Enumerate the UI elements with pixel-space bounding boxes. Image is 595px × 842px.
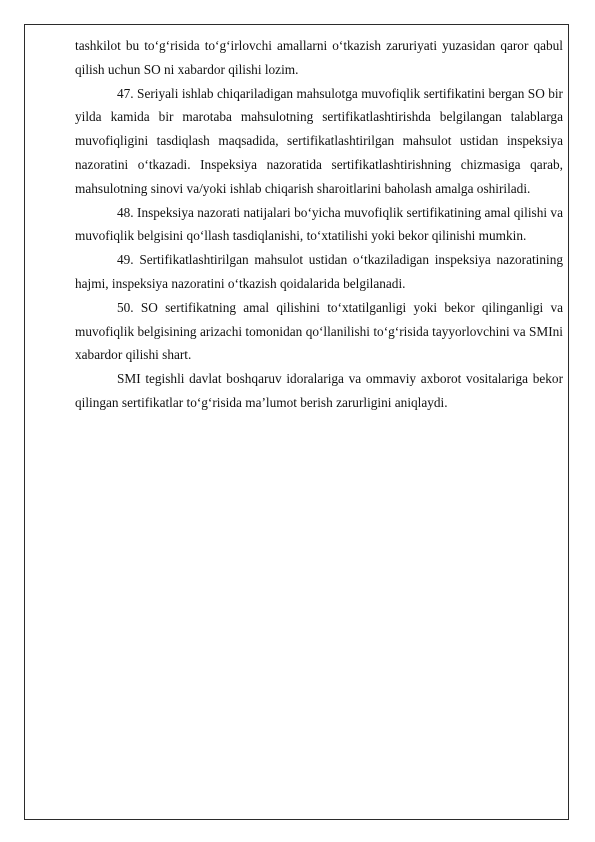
- paragraph-clause-48: 48. Inspeksiya nazorati natijalari bo‘yicha muvofiqlik sertifikatining amal qilishi va muvofiqlik belgisini qo‘llash tasdiqlanishi, to‘xtatilishi yoki bekor qilinishi mumkin.: [75, 204, 563, 244]
- paragraph-clause-49: 49. Sertifikatlashtirilgan mahsulot ustidan o‘tkaziladigan inspeksiya nazoratining hajmi, inspeksiya nazoratini o‘tkazish qoidalarida belgilanadi.: [75, 252, 563, 291]
- paragraph-clause-47: 47. Seriyali ishlab chiqariladigan mahsulotga muvofiqlik sertifikatini bergan SO bir yilda kamida bir marotaba mahsulotning sertifikatlashtirishda belgilangan talablarga muvofiqligini tasdiqlash maqsadida, sertifikatlashtirilgan mahsulot ustidan inspeksiya nazoratini o‘tkazadi. Inspeksiya nazoratida sertifikatlashtirishning chizmasiga qarab, mahsulotning sinovi va/yoki ishlab chiqarish sharoitlarini baholash amalga oshiriladi.: [75, 85, 563, 196]
- page-frame: [24, 24, 569, 820]
- paragraph-smi-note: SMI tegishli davlat boshqaruv idoralariga va ommaviy axborot vositalariga bekor qilingan sertifikatlar to‘g‘risida ma’lumot berish zarurligini aniqlaydi.: [75, 371, 563, 410]
- paragraph-continuation: tashkilot bu to‘g‘risida to‘g‘irlovchi amallarni o‘tkazish zaruriyati yuzasidan qaror qabul qilish uchun SO ni xabardor qilishi lozim.: [75, 38, 563, 77]
- paragraph-clause-50: 50. SO sertifikatning amal qilishini to‘xtatilganligi yoki bekor qilinganligi va muvofiqlik belgisining arizachi tomonidan qo‘llanilishi to‘g‘risida tayyorlovchini va SMIni xabardor qilishi shart.: [75, 299, 563, 363]
- document-body: [75, 34, 563, 415]
